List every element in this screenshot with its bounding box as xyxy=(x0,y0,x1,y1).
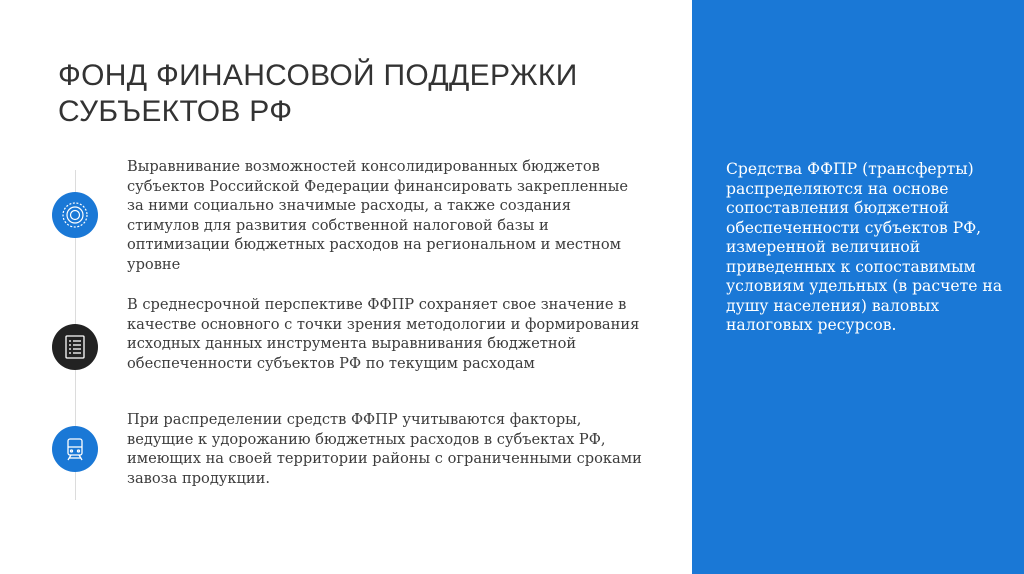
paragraph-medium-term: В среднесрочной перспективе ФФПР сохраняет свое значение в качестве основного с точки зрения методологии и формирования исходных данных инструмента выравнивания бюджетной обеспеченности субъектов РФ по текущим расходам xyxy=(127,296,640,372)
side-panel-text: Средства ФФПР (трансферты) распределяются на основе сопоставления бюджетной обеспеченности субъектов РФ, измеренной величиной приведенных к сопоставимым условиям удельных (в расчете на душу населения) валовых налоговых ресурсов. xyxy=(726,160,1003,334)
side-panel xyxy=(692,0,1024,574)
slide-title: ФОНД ФИНАНСОВОЙ ПОДДЕРЖКИ СУБЪЕКТОВ РФ xyxy=(58,59,578,128)
train-icon xyxy=(52,426,98,472)
target-circles-icon xyxy=(52,192,98,238)
checklist-icon xyxy=(52,324,98,370)
paragraph-distribution-factors: При распределении средств ФФПР учитываются факторы, ведущие к удорожанию бюджетных расходов в субъектах РФ, имеющих на своей территории районы с ограниченными сроками завоза продукции. xyxy=(127,411,642,487)
paragraph-equalization: Выравнивание возможностей консолидированных бюджетов субъектов Российской Федерации финансировать закрепленные за ними социально значимые расходы, а также создания стимулов для развития собственной налоговой базы и оптимизации бюджетных расходов на региональном и местном уровне xyxy=(127,158,629,273)
